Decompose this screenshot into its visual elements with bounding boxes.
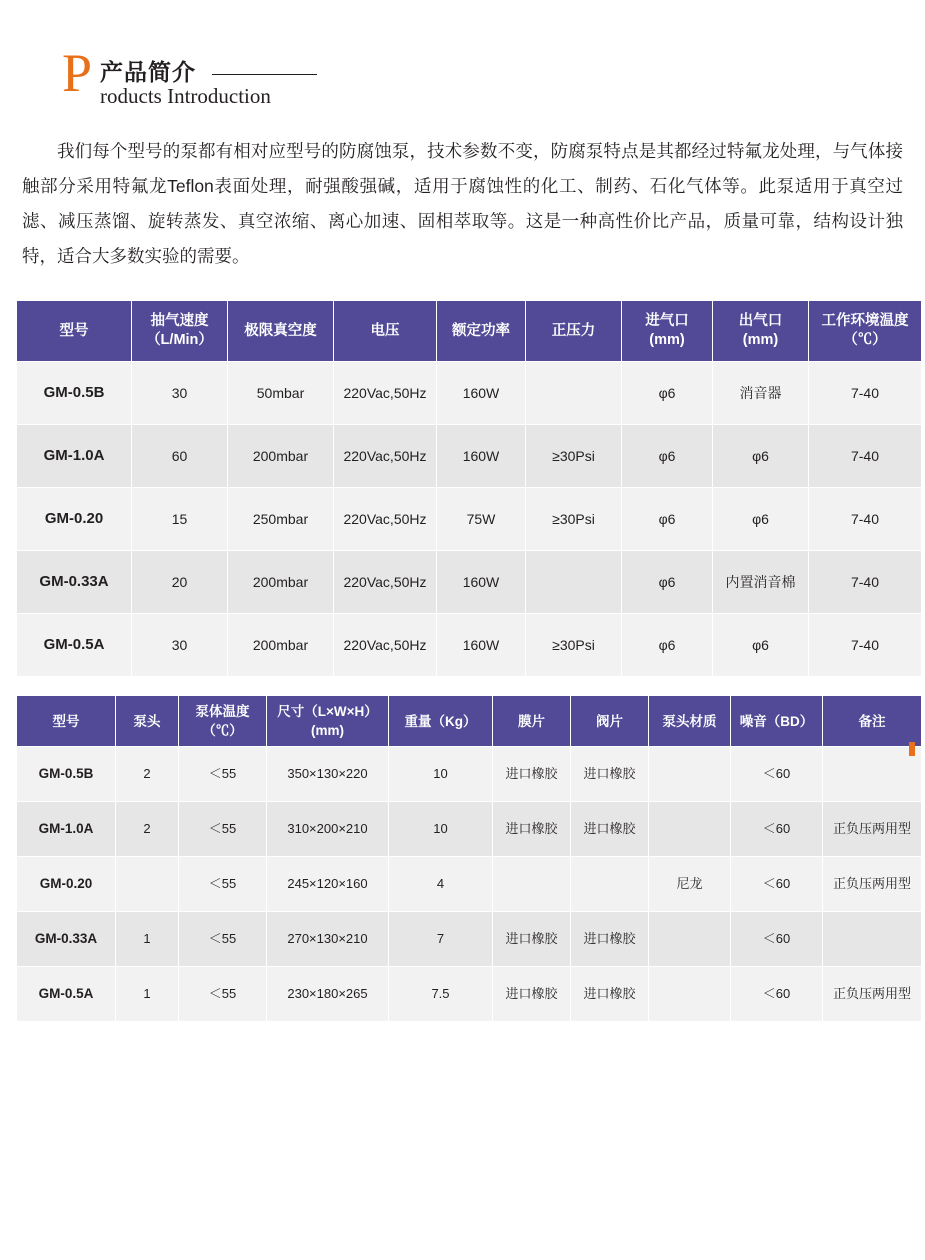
cell-speed: 20 xyxy=(132,551,228,614)
cell-pump-heads: 2 xyxy=(116,802,179,857)
cell-pump-heads: 1 xyxy=(116,912,179,967)
col-header-model: 型号 xyxy=(17,696,116,747)
cell-power: 160W xyxy=(437,425,526,488)
cell-temp: 7-40 xyxy=(809,362,922,425)
cell-model: GM-1.0A xyxy=(17,425,132,488)
cell-remark xyxy=(823,912,922,967)
cell-model: GM-0.5A xyxy=(17,967,116,1022)
table-header-row xyxy=(17,301,922,362)
cell-valve xyxy=(571,857,649,912)
cell-model: GM-0.20 xyxy=(17,857,116,912)
cell-outlet: φ6 xyxy=(713,614,809,677)
cell-speed: 30 xyxy=(132,614,228,677)
cell-body-temp: ＜55 xyxy=(179,857,267,912)
cell-weight: 4 xyxy=(389,857,493,912)
col-header-pumping-speed: 抽气速度 （L/Min） xyxy=(132,301,228,362)
cell-outlet: 内置消音棉 xyxy=(713,551,809,614)
cell-remark xyxy=(823,747,922,802)
cell-noise: ＜60 xyxy=(731,857,823,912)
cell-model: GM-0.5B xyxy=(17,362,132,425)
col-header-outlet: 出气口 (mm) xyxy=(713,301,809,362)
cell-diaphragm: 进口橡胶 xyxy=(493,747,571,802)
cell-valve: 进口橡胶 xyxy=(571,967,649,1022)
cell-material xyxy=(649,967,731,1022)
cell-power: 75W xyxy=(437,488,526,551)
cell-size: 245×120×160 xyxy=(267,857,389,912)
cell-size: 270×130×210 xyxy=(267,912,389,967)
table-row xyxy=(17,362,922,425)
cell-remark: 正负压两用型 xyxy=(823,802,922,857)
cell-temp: 7-40 xyxy=(809,488,922,551)
table-row xyxy=(17,857,922,912)
cell-model: GM-1.0A xyxy=(17,802,116,857)
cell-vacuum: 200mbar xyxy=(228,425,334,488)
cell-outlet: φ6 xyxy=(713,425,809,488)
header-divider-line xyxy=(212,74,317,75)
section-header xyxy=(62,43,915,114)
col-header-rated-power: 额定功率 xyxy=(437,301,526,362)
col-header-noise: 噪音（BD） xyxy=(731,696,823,747)
cell-model: GM-0.33A xyxy=(17,551,132,614)
cell-material xyxy=(649,747,731,802)
cell-inlet: φ6 xyxy=(622,425,713,488)
cell-pump-heads xyxy=(116,857,179,912)
cell-diaphragm: 进口橡胶 xyxy=(493,912,571,967)
col-header-voltage: 电压 xyxy=(334,301,437,362)
cell-model: GM-0.33A xyxy=(17,912,116,967)
col-header-body-temperature: 泵体温度 （℃） xyxy=(179,696,267,747)
cell-body-temp: ＜55 xyxy=(179,912,267,967)
col-header-weight: 重量（Kg） xyxy=(389,696,493,747)
col-header-working-temperature: 工作环境温度 （℃） xyxy=(809,301,922,362)
cell-weight: 7 xyxy=(389,912,493,967)
cell-power: 160W xyxy=(437,551,526,614)
intro-paragraph: 我们每个型号的泵都有相对应型号的防腐蚀泵，技术参数不变，防腐泵特点是其都经过特氟龙处理，与气体接触部分采用特氟龙Teflon表面处理，耐强酸强碱，适用于腐蚀性的化工、制药、石化气体等。此泵适用于真空过滤、减压蒸馏、旋转蒸发、真空浓缩、离心加速、固相萃取等。这是一种高性价比产品，质量可靠，结构设计独特，适合大多数实验的需要。 xyxy=(22,141,903,266)
table-row xyxy=(17,802,922,857)
cell-material xyxy=(649,802,731,857)
cell-model: GM-0.20 xyxy=(17,488,132,551)
cell-speed: 30 xyxy=(132,362,228,425)
cell-size: 310×200×210 xyxy=(267,802,389,857)
cell-inlet: φ6 xyxy=(622,488,713,551)
cell-valve: 进口橡胶 xyxy=(571,802,649,857)
cell-size: 230×180×265 xyxy=(267,967,389,1022)
header-initial-letter: P xyxy=(62,43,93,103)
col-header-remark: 备注 xyxy=(823,696,922,747)
cell-diaphragm xyxy=(493,857,571,912)
cell-size: 350×130×220 xyxy=(267,747,389,802)
cell-temp: 7-40 xyxy=(809,551,922,614)
cell-material xyxy=(649,912,731,967)
cell-body-temp: ＜55 xyxy=(179,802,267,857)
cell-vacuum: 200mbar xyxy=(228,614,334,677)
cell-noise: ＜60 xyxy=(731,967,823,1022)
table-row xyxy=(17,551,922,614)
cell-temp: 7-40 xyxy=(809,614,922,677)
page-title-cn: 产品简介 xyxy=(100,59,196,85)
cell-inlet: φ6 xyxy=(622,362,713,425)
cell-pump-heads: 1 xyxy=(116,967,179,1022)
page-title-en: roducts Introduction xyxy=(100,84,271,108)
cell-noise: ＜60 xyxy=(731,802,823,857)
col-header-ultimate-vacuum: 极限真空度 xyxy=(228,301,334,362)
cell-speed: 15 xyxy=(132,488,228,551)
cell-pressure xyxy=(526,362,622,425)
cell-vacuum: 200mbar xyxy=(228,551,334,614)
cell-noise: ＜60 xyxy=(731,747,823,802)
cell-temp: 7-40 xyxy=(809,425,922,488)
cell-voltage: 220Vac,50Hz xyxy=(334,614,437,677)
cell-speed: 60 xyxy=(132,425,228,488)
specs-table-secondary xyxy=(16,695,922,1022)
cell-model: GM-0.5B xyxy=(17,747,116,802)
cell-diaphragm: 进口橡胶 xyxy=(493,802,571,857)
cell-pressure: ≥30Psi xyxy=(526,425,622,488)
specs-table-primary xyxy=(16,300,922,677)
table-row xyxy=(17,967,922,1022)
cell-weight: 7.5 xyxy=(389,967,493,1022)
cell-outlet: 消音器 xyxy=(713,362,809,425)
cell-outlet: φ6 xyxy=(713,488,809,551)
cell-vacuum: 50mbar xyxy=(228,362,334,425)
cell-weight: 10 xyxy=(389,747,493,802)
table-row xyxy=(17,747,922,802)
cell-inlet: φ6 xyxy=(622,551,713,614)
cell-noise: ＜60 xyxy=(731,912,823,967)
cell-valve: 进口橡胶 xyxy=(571,747,649,802)
cell-valve: 进口橡胶 xyxy=(571,912,649,967)
cell-power: 160W xyxy=(437,362,526,425)
cell-material: 尼龙 xyxy=(649,857,731,912)
accent-edge-marker xyxy=(909,742,915,756)
cell-remark: 正负压两用型 xyxy=(823,967,922,1022)
table-row xyxy=(17,425,922,488)
cell-body-temp: ＜55 xyxy=(179,967,267,1022)
cell-diaphragm: 进口橡胶 xyxy=(493,967,571,1022)
col-header-positive-pressure: 正压力 xyxy=(526,301,622,362)
table-header-row xyxy=(17,696,922,747)
cell-pressure: ≥30Psi xyxy=(526,614,622,677)
col-header-dimensions: 尺寸（L×W×H） (mm) xyxy=(267,696,389,747)
cell-body-temp: ＜55 xyxy=(179,747,267,802)
col-header-head-material: 泵头材质 xyxy=(649,696,731,747)
col-header-valve: 阀片 xyxy=(571,696,649,747)
col-header-pump-heads: 泵头 xyxy=(116,696,179,747)
cell-weight: 10 xyxy=(389,802,493,857)
cell-vacuum: 250mbar xyxy=(228,488,334,551)
document-page xyxy=(0,43,925,1260)
table-row xyxy=(17,912,922,967)
cell-pump-heads: 2 xyxy=(116,747,179,802)
cell-voltage: 220Vac,50Hz xyxy=(334,488,437,551)
cell-remark: 正负压两用型 xyxy=(823,857,922,912)
cell-voltage: 220Vac,50Hz xyxy=(334,362,437,425)
cell-power: 160W xyxy=(437,614,526,677)
col-header-inlet: 进气口 (mm) xyxy=(622,301,713,362)
cell-pressure: ≥30Psi xyxy=(526,488,622,551)
cell-voltage: 220Vac,50Hz xyxy=(334,551,437,614)
cell-voltage: 220Vac,50Hz xyxy=(334,425,437,488)
col-header-diaphragm: 膜片 xyxy=(493,696,571,747)
table-row xyxy=(17,488,922,551)
cell-inlet: φ6 xyxy=(622,614,713,677)
cell-pressure xyxy=(526,551,622,614)
table-row xyxy=(17,614,922,677)
cell-model: GM-0.5A xyxy=(17,614,132,677)
col-header-model: 型号 xyxy=(17,301,132,362)
